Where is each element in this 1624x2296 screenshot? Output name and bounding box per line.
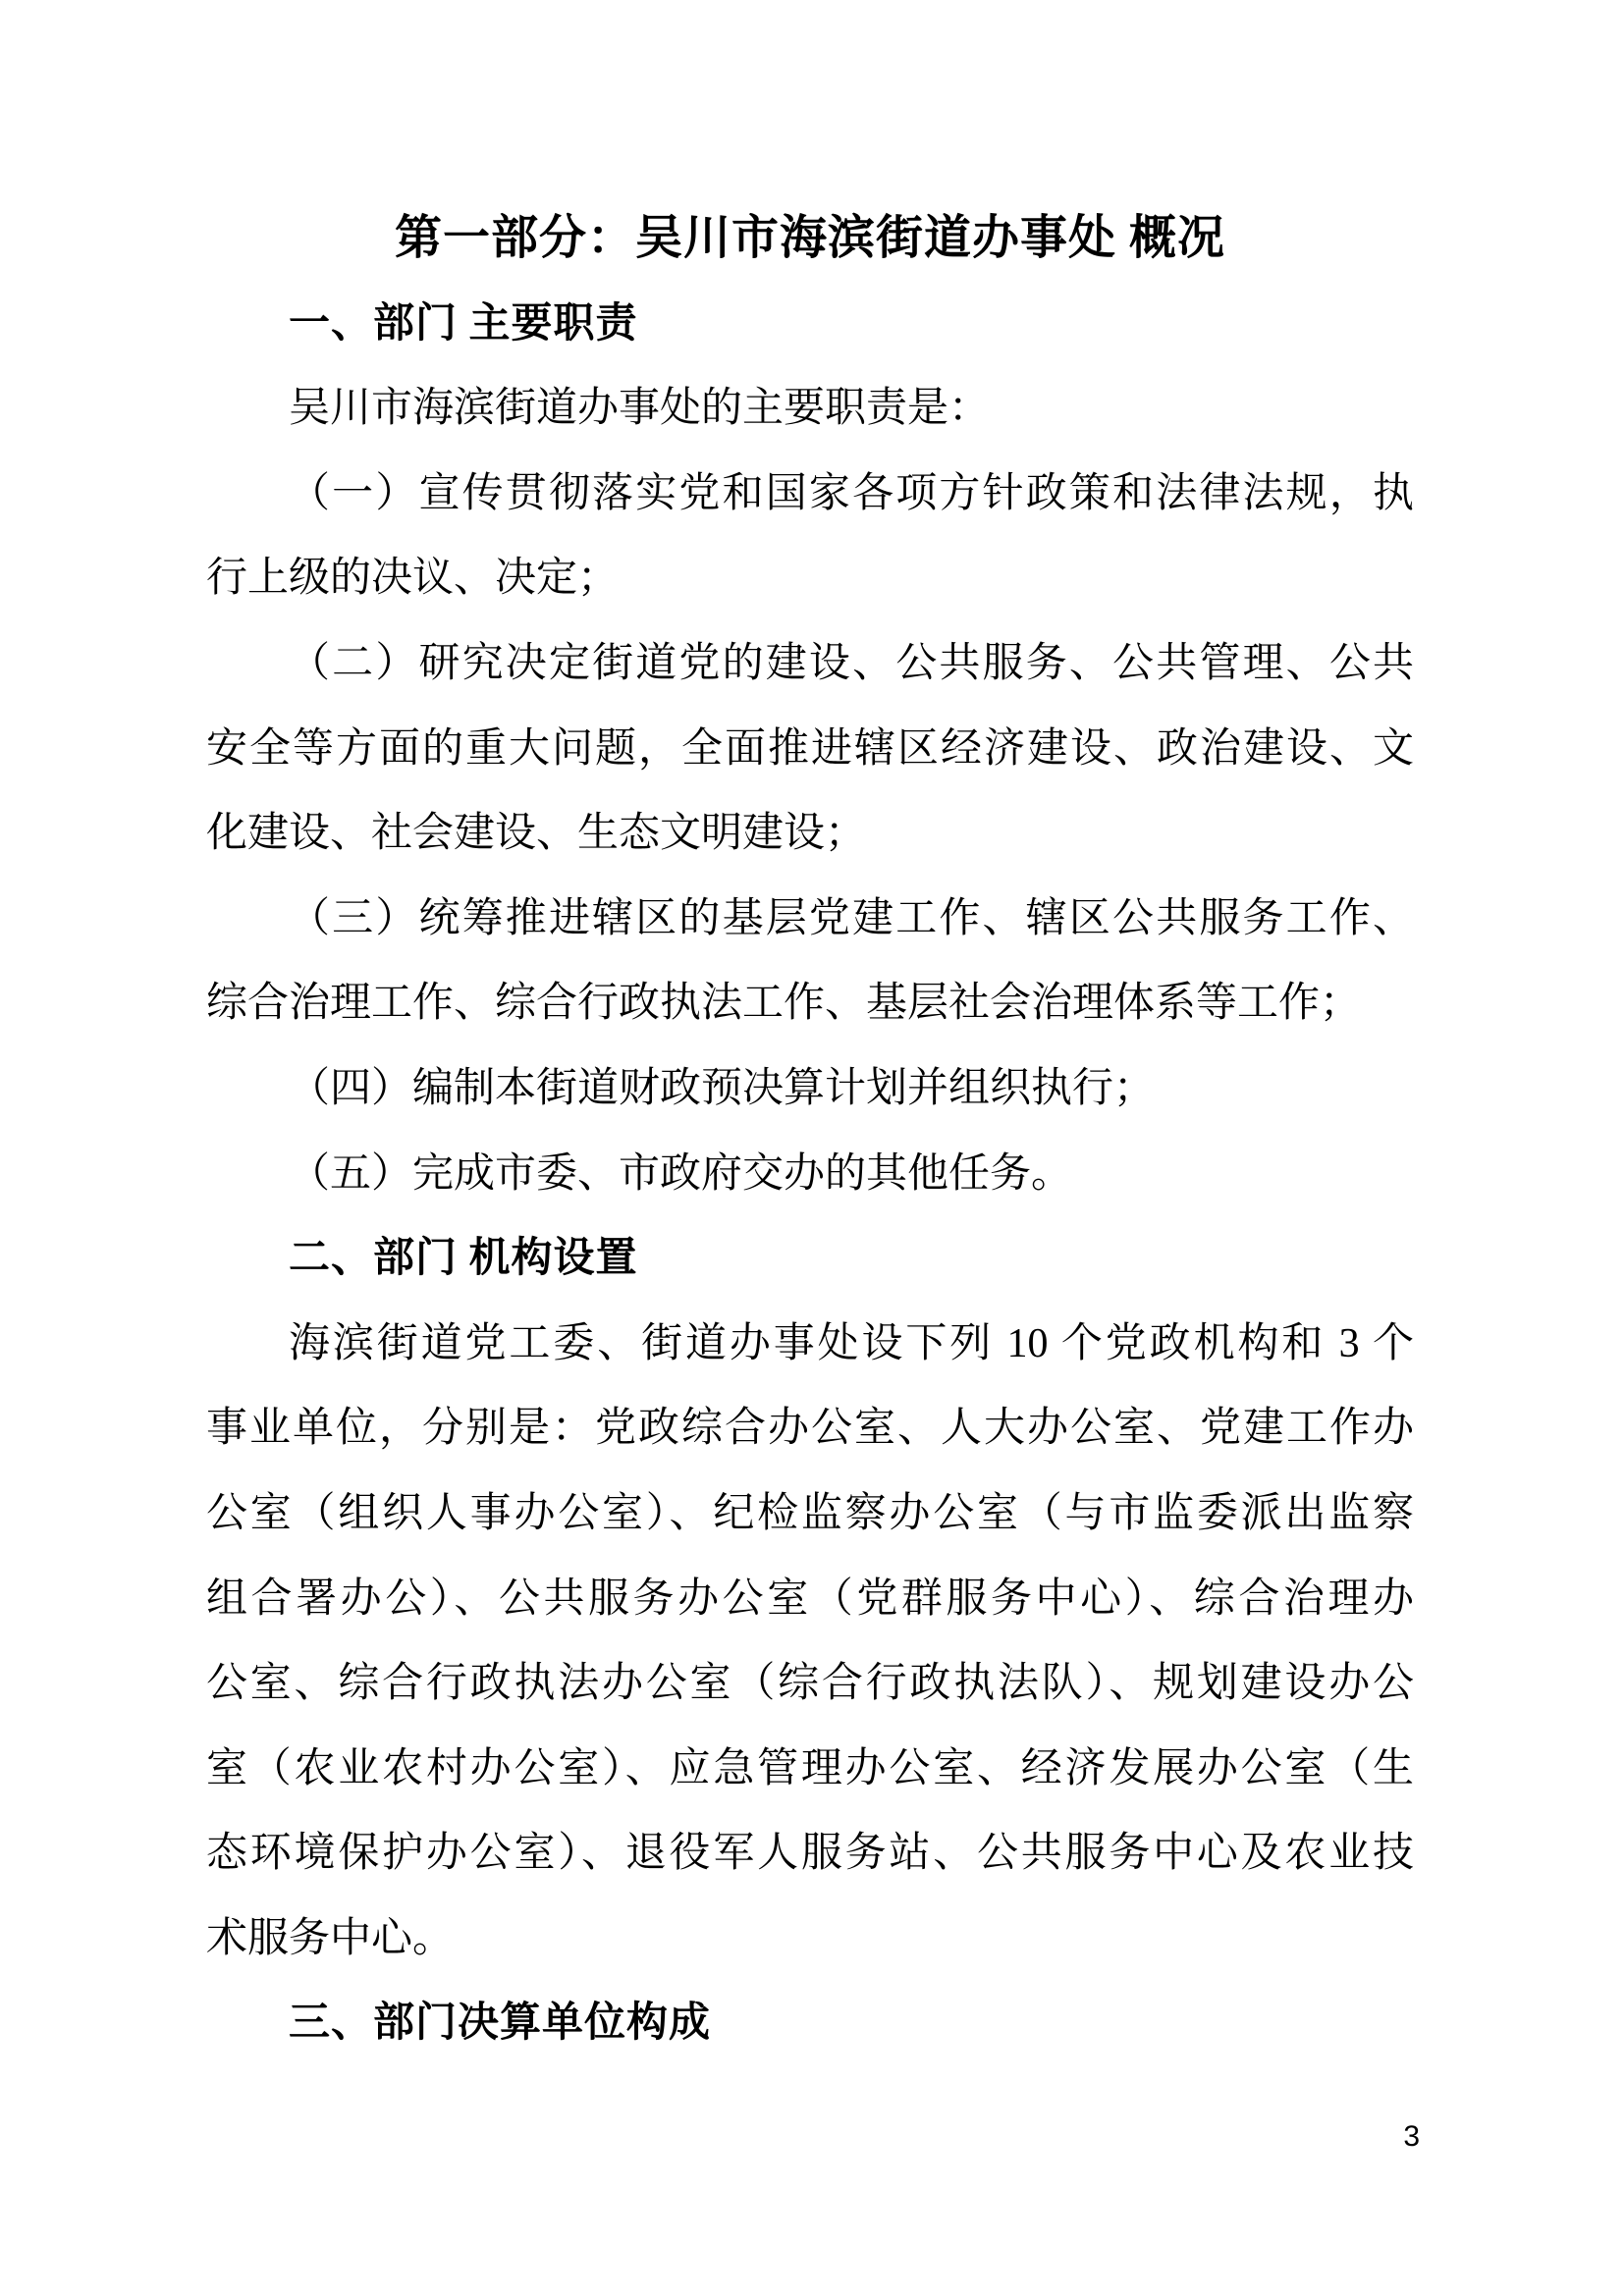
paragraph-line: 海滨街道党工委、街道办事处设下列 10 个党政机构和 3 个	[289, 1320, 1414, 1366]
section-heading: 一、部门 主要职责	[289, 300, 638, 347]
document-body	[206, 282, 1414, 2066]
paragraph-line: 化建设、社会建设、生态文明建设；	[206, 811, 867, 857]
paragraph-line: （四）编制本街道财政预决算计划并组织执行；	[289, 1065, 1156, 1111]
document-content	[206, 196, 1414, 2066]
paragraph-line: 组合署办公）、公共服务办公室（党群服务中心）、综合治理办	[206, 1575, 1414, 1622]
paragraph-line: （五）完成市委、市政府交办的其他任务。	[289, 1150, 1073, 1197]
paragraph-line: 吴川市海滨街道办事处的主要职责是：	[289, 386, 991, 432]
paragraph-line: （三）统筹推进辖区的基层党建工作、辖区公共服务工作、	[289, 895, 1414, 941]
section-heading: 三、部门决算单位构成	[289, 2001, 712, 2047]
paragraph-line: （一）宣传贯彻落实党和国家各项方针政策和法律法规，执	[289, 470, 1414, 516]
paragraph-line: （二）研究决定街道党的建设、公共服务、公共管理、公共	[289, 640, 1414, 686]
paragraph-line: 态环境保护办公室）、退役军人服务站、公共服务中心及农业技	[206, 1831, 1414, 1877]
paragraph-line: 安全等方面的重大问题，全面推进辖区经济建设、政治建设、文	[206, 725, 1414, 772]
paragraph-line: 室（农业农村办公室）、应急管理办公室、经济发展办公室（生	[206, 1745, 1414, 1791]
paragraph-line: 行上级的决议、决定；	[206, 556, 620, 602]
document-title: 第一部分：吴川市海滨街道办事处 概况	[394, 212, 1225, 264]
paragraph-line: 事业单位，分别是：党政综合办公室、人大办公室、党建工作办	[206, 1406, 1414, 1452]
paragraph-line: 综合治理工作、综合行政执法工作、基层社会治理体系等工作；	[206, 981, 1362, 1027]
section-heading: 二、部门 机构设置	[289, 1236, 638, 1282]
paragraph-line: 公室、综合行政执法办公室（综合行政执法队）、规划建设办公	[206, 1661, 1414, 1707]
page-number: 3	[1403, 2120, 1420, 2153]
paragraph-line: 术服务中心。	[206, 1915, 455, 1961]
paragraph-line: 公室（组织人事办公室）、纪检监察办公室（与市监委派出监察	[206, 1490, 1414, 1536]
